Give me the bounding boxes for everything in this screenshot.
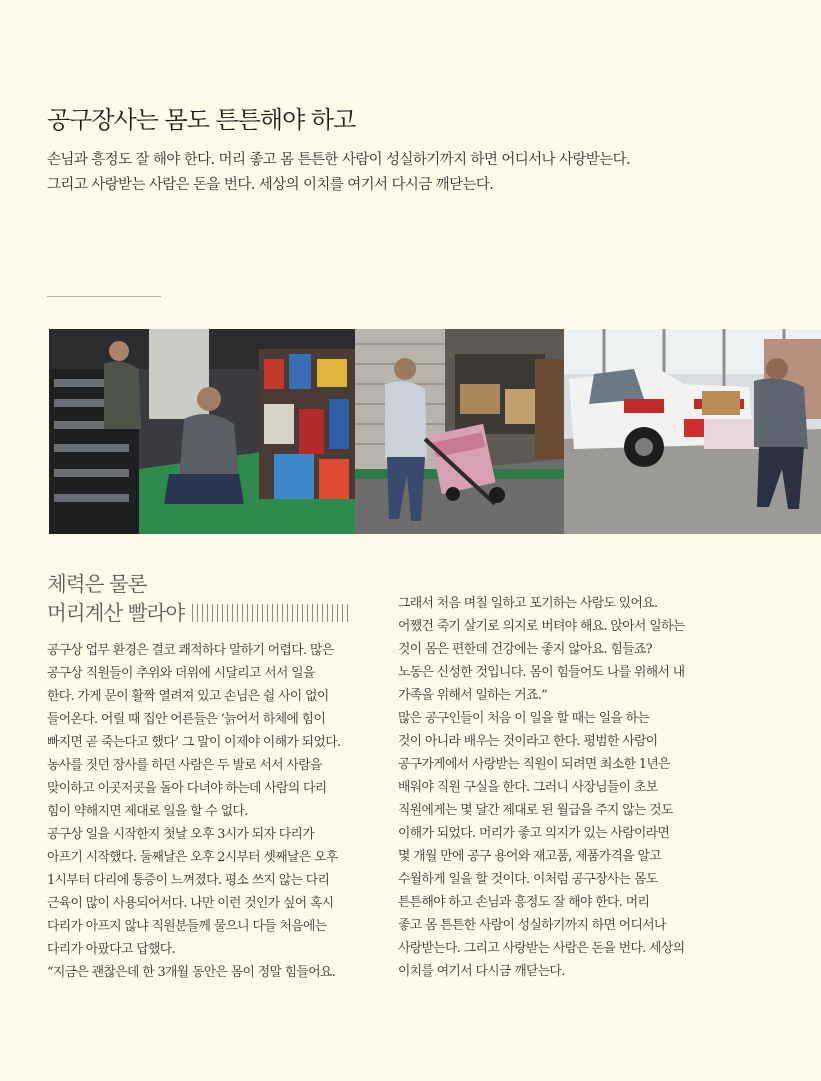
body-line: 직원에게는 몇 달간 제대로 된 월급을 주지 않는 것도 xyxy=(398,803,673,818)
body-line: 것이 몸은 편한데 건강에는 좋지 않아요. 힘들죠? xyxy=(398,642,653,657)
body-line: 한다. 가게 문이 활짝 열려져 있고 손님은 쉴 사이 없이 xyxy=(47,689,329,704)
body-line: 힘이 약해지면 제대로 일을 할 수 없다. xyxy=(47,804,248,819)
section-subheading xyxy=(47,570,348,628)
body-line: 좋고 몸 튼튼한 사람이 성실하기까지 하면 어디서나 xyxy=(398,918,666,933)
body-line: 공구상 업무 환경은 결코 쾌적하다 말하기 어렵다. 많은 xyxy=(47,643,334,658)
body-line: 수월하게 일을 할 것이다. 이처럼 공구장사는 몸도 xyxy=(398,872,658,887)
body-line: 이치를 여기서 다시금 깨닫는다. xyxy=(398,964,565,979)
body-line: 것이 아니라 배우는 것이라고 한다. 평범한 사람이 xyxy=(398,734,658,749)
body-line: 근육이 많이 사용되어서다. 나만 이런 것인가 싶어 혹시 xyxy=(47,896,334,911)
lead-line: 손님과 흥정도 잘 해야 한다. 머리 좋고 몸 튼튼한 사람이 성실하기까지 하면 어디서나 사랑받는다. xyxy=(47,152,631,168)
lead-paragraph xyxy=(47,148,787,198)
subheading-line: 체력은 물론 xyxy=(47,572,147,596)
body-line: 이해가 되었다. 머리가 좋고 의지가 있는 사람이라면 xyxy=(398,826,670,841)
hand-truck-photo xyxy=(355,329,564,534)
body-line: 노동은 신성한 것입니다. 몸이 힘들어도 나를 위해서 내 xyxy=(398,665,685,680)
decorative-bars xyxy=(192,604,348,622)
body-line: “지금은 괜찮은데 한 3개월 동안은 몸이 정말 힘들어요. xyxy=(47,965,336,980)
body-line: 그래서 처음 며칠 일하고 포기하는 사람도 있어요. xyxy=(398,596,658,611)
body-line: 튼튼해야 하고 손님과 흥정도 잘 해야 한다. 머리 xyxy=(398,895,650,910)
body-line: 맞이하고 이곳저곳을 돌아 다녀야 하는데 사람의 다리 xyxy=(47,781,327,796)
divider-rule xyxy=(47,296,161,297)
body-column-right xyxy=(398,592,685,983)
body-line: 사랑받는다. 그리고 사랑받는 사람은 돈을 번다. 세상의 xyxy=(398,941,685,956)
body-line: 다리가 아프지 않냐 직원분들께 물으니 다들 처음에는 xyxy=(47,919,327,934)
pickup-truck-photo xyxy=(564,329,821,534)
body-line: 공구상 직원들이 추위와 더위에 시달리고 서서 일을 xyxy=(47,666,315,681)
body-line: 어쨌건 죽기 살기로 의지로 버텨야 해요. 앉아서 일하는 xyxy=(398,619,685,634)
body-column-left xyxy=(47,639,340,984)
lead-line: 그리고 사랑받는 사람은 돈을 번다. 세상의 이치를 여기서 다시금 깨닫는다. xyxy=(47,177,494,193)
body-line: 농사를 짓던 장사를 하던 사람은 두 발로 서서 사람을 xyxy=(47,758,322,773)
subheading-line: 머리계산 빨라야 xyxy=(47,601,185,625)
photo-strip xyxy=(49,329,821,534)
body-line: 빠지면 곧 죽는다고 했다’ 그 말이 이제야 이해가 되었다. xyxy=(47,735,341,750)
body-line: 아프기 시작했다. 둘째날은 오후 2시부터 셋째날은 오후 xyxy=(47,850,338,865)
tool-shop-photo xyxy=(49,329,355,534)
article-title: 공구장사는 몸도 튼튼해야 하고 xyxy=(47,106,356,134)
body-line: 들어온다. 어릴 때 집안 어른들은 ‘늙어서 하체에 힘이 xyxy=(47,712,326,727)
body-line: 공구가게에서 사랑받는 직원이 되려면 최소한 1년은 xyxy=(398,757,670,772)
body-line: 공구상 일을 시작한지 첫날 오후 3시가 되자 다리가 xyxy=(47,827,315,842)
body-line: 많은 공구인들이 처음 이 일을 할 때는 일을 하는 xyxy=(398,711,650,726)
body-line: 배워야 직원 구실을 한다. 그러니 사장님들이 초보 xyxy=(398,780,658,795)
body-line: 가족을 위해서 일하는 거죠.” xyxy=(398,688,548,703)
body-line: 1시부터 다리에 통증이 느껴졌다. 평소 쓰지 않는 다리 xyxy=(47,873,330,888)
body-line: 다리가 아팠다고 답했다. xyxy=(47,942,176,957)
body-line: 몇 개월 만에 공구 용어와 재고품, 제품가격을 알고 xyxy=(398,849,661,864)
